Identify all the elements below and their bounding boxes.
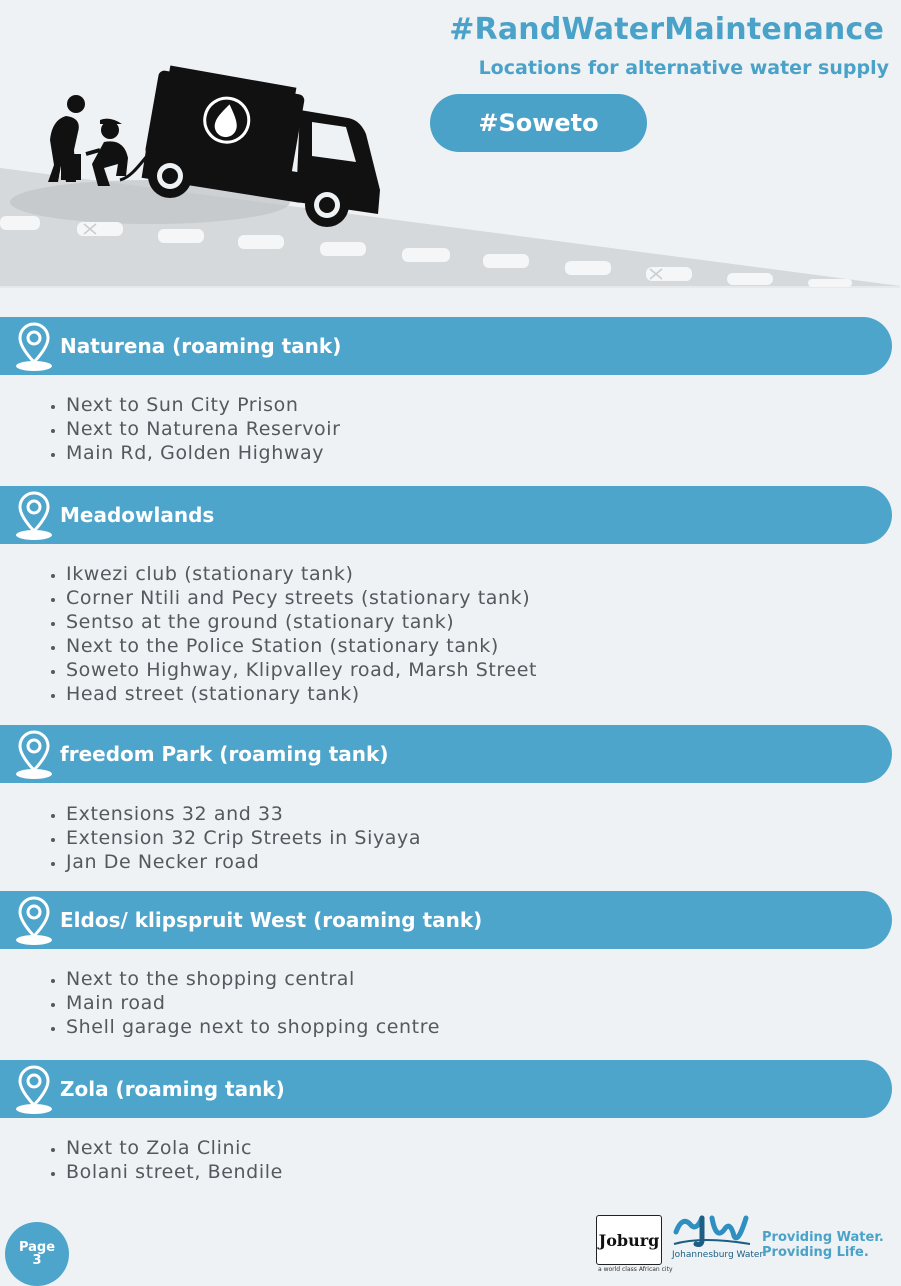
page-number-badge [5,1222,69,1286]
location-list-zola [40,1136,283,1184]
list-item: • Shell garage next to shopping centre [66,1015,440,1039]
list-item: • Head street (stationary tank) [66,682,537,706]
list-item: • Jan De Necker road [66,850,421,874]
section-title: Naturena (roaming tank) [60,334,342,358]
location-list-meadowlands [40,562,537,706]
location-list-freedom-park [40,802,421,874]
list-item: • Next to Zola Clinic [66,1136,283,1160]
slogan [762,1230,884,1260]
location-pin-icon [12,896,56,946]
johannesburg-water-logo-icon [672,1210,752,1250]
location-pin-icon [12,322,56,372]
list-item: • Main road [66,991,440,1015]
list-item: • Extension 32 Crip Streets in Siyaya [66,826,421,850]
page-title: #RandWaterMaintenance [449,12,884,47]
joburg-tagline: a world class African city [598,1266,673,1273]
list-item: • Next to Naturena Reservoir [66,417,341,441]
section-header-eldos [0,891,892,949]
johannesburg-water-name: Johannesburg Water [672,1250,764,1260]
section-title: freedom Park (roaming tank) [60,742,389,766]
location-pin-icon [12,1065,56,1115]
section-title: Zola (roaming tank) [60,1077,285,1101]
section-header-zola [0,1060,892,1118]
list-item: • Sentso at the ground (stationary tank) [66,610,537,634]
location-list-eldos [40,967,440,1039]
location-pin-icon [12,491,56,541]
slogan-line-2: Providing Life. [762,1245,869,1260]
page-subtitle: Locations for alternative water supply [478,57,889,79]
location-tag: #Soweto [430,94,647,152]
section-title: Eldos/ klipspruit West (roaming tank) [60,908,483,932]
list-item: • Extensions 32 and 33 [66,802,421,826]
page-word: Page [18,1240,56,1255]
list-item: • Next to the shopping central [66,967,440,991]
slogan-line-1: Providing Water. [762,1230,884,1245]
list-item: • Next to the Police Station (stationary tank) [66,634,537,658]
joburg-logo: Joburg [596,1215,662,1265]
list-item: • Bolani street, Bendile [66,1160,283,1184]
location-list-naturena [40,393,341,465]
list-item: • Main Rd, Golden Highway [66,441,341,465]
water-tanker-truck-illustration [0,60,901,290]
list-item: • Corner Ntili and Pecy streets (stationary tank) [66,586,537,610]
list-item: • Next to Sun City Prison [66,393,341,417]
list-item: • Ikwezi club (stationary tank) [66,562,537,586]
page-number: 3 [32,1253,42,1268]
location-pin-icon [12,730,56,780]
section-title: Meadowlands [60,503,215,527]
section-header-meadowlands [0,486,892,544]
list-item: • Soweto Highway, Klipvalley road, Marsh Street [66,658,537,682]
section-header-naturena [0,317,892,375]
section-header-freedom-park [0,725,892,783]
